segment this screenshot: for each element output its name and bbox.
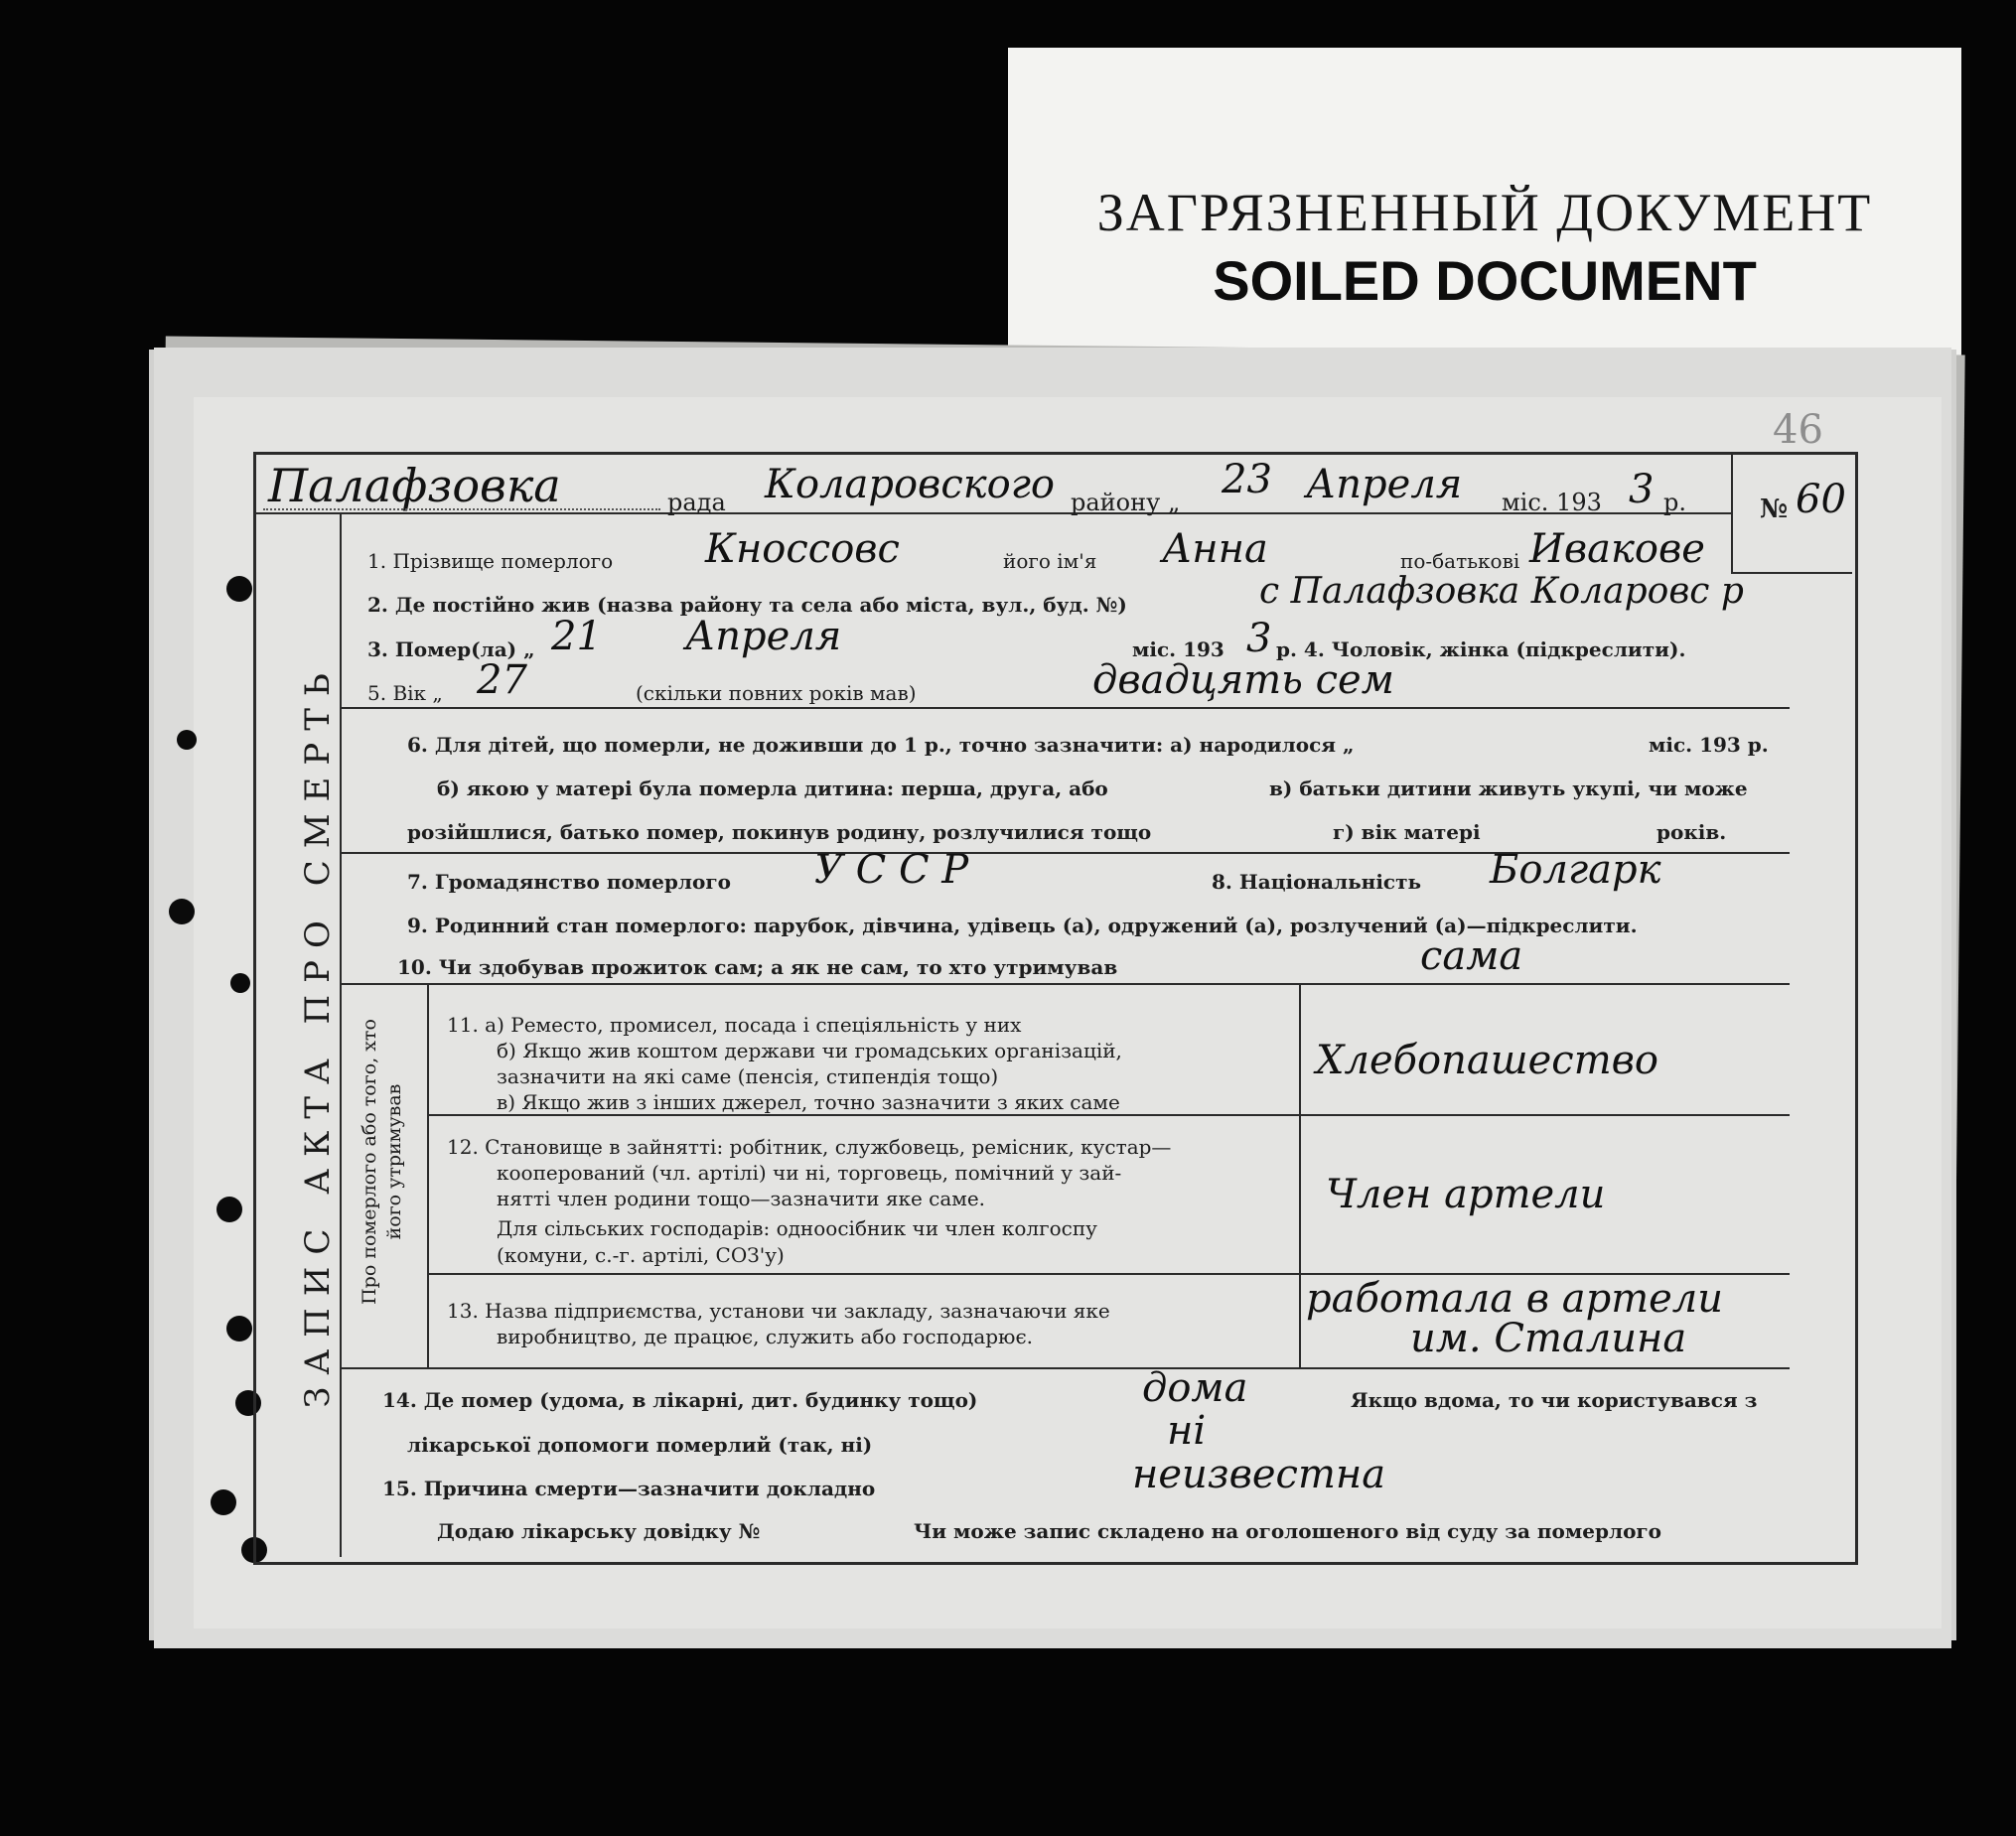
f12-line2: кооперований (чл. артілі) чи ні, торговець, помічний у зай-: [497, 1161, 1122, 1185]
f2-value: с Палафзовка Коларовс р: [1259, 571, 1744, 612]
f5-label: 5. Вік „: [367, 681, 443, 705]
district-handwritten: Коларовского: [765, 462, 1055, 507]
archive-stamp-number: 46: [1773, 407, 1823, 453]
f9-label: 9. Родинний стан померлого: парубок, дівчина, удівець (а), одружений (а), розлучений (а)—підкреслити.: [407, 914, 1638, 937]
punch-hole: [226, 1316, 252, 1342]
punch-hole: [226, 576, 252, 602]
f12-line5: (комуни, с.-г. артілі, СОЗ'у): [497, 1243, 785, 1267]
village-handwritten: Палафзовка: [268, 459, 561, 512]
side-column-divider: [340, 514, 342, 1557]
f1-patronymic: Ивакове: [1529, 526, 1705, 572]
f1-patronymic-label: по-батькові: [1400, 549, 1520, 573]
label-russian: ЗАГРЯЗНЕННЫЙ ДОКУМЕНТ: [1096, 183, 1873, 242]
f11-value: Хлебопашество: [1316, 1038, 1658, 1083]
answer-column-divider: [1299, 985, 1301, 1367]
f10-label: 10. Чи здобував прожиток сам; а як не сам, то хто утримував: [397, 955, 1118, 979]
f6-line1: 6. Для дітей, що померли, не доживши до 1 р., точно зазначити: а) народилося „: [407, 733, 1355, 757]
punch-hole: [211, 1489, 236, 1515]
label-english: SOILED DOCUMENT: [1213, 249, 1757, 312]
header-month-label: міс. 193: [1502, 489, 1602, 516]
f6-line1-tail: міс. 193 р.: [1649, 733, 1769, 757]
rada-label: рада: [667, 489, 726, 516]
header-year-digit: 3: [1629, 467, 1655, 512]
header-month: Апреля: [1306, 462, 1463, 507]
f7-label: 7. Громадянство померлого: [407, 870, 731, 894]
side-title: ЗАПИС АКТА ПРО СМЕРТЬ: [298, 661, 338, 1408]
f6-line2-tail: в) батьки дитини живуть укупі, чи може: [1269, 777, 1748, 800]
f8-value: Болгарк: [1490, 847, 1661, 893]
f3-label: 3. Помер(ла) „: [367, 637, 535, 661]
f11-b2: зазначити на які саме (пенсія, стипендія тощо): [497, 1064, 999, 1088]
number-box-divider: [1731, 455, 1733, 574]
punch-hole: [169, 899, 195, 924]
f12-line1: 12. Становище в зайнятті: робітник, службовець, ремісник, кустар—: [447, 1135, 1172, 1159]
punch-hole: [177, 730, 197, 750]
f1-label: 1. Прізвище померлого: [367, 549, 614, 573]
row-rule: [340, 1367, 1790, 1369]
f16-tail: Чи може запис складено на оголошеного від суду за померлого: [914, 1519, 1662, 1543]
f1-surname: Кноссовс: [705, 526, 900, 572]
f14-value2: ні: [1167, 1408, 1207, 1454]
f6-line3: розійшлися, батько помер, покинув родину, розлучилися тощо: [407, 820, 1152, 844]
fill-line: [263, 508, 660, 510]
row-rule: [340, 707, 1790, 709]
subsection-divider: [427, 985, 429, 1367]
row-rule: [340, 983, 1790, 985]
f13-line1: 13. Назва підприємства, установи чи закладу, зазначаючи яке: [447, 1299, 1110, 1323]
f5-age: 27: [477, 657, 527, 703]
f10-value: сама: [1420, 933, 1523, 979]
header-day: 23: [1222, 457, 1272, 502]
f15-value: неизвестна: [1132, 1452, 1386, 1497]
f15-label: 15. Причина смерти—зазначити докладно: [382, 1477, 876, 1500]
record-number: 60: [1796, 477, 1846, 522]
f6-line2: б) якою у матері була померла дитина: перша, друга, або: [437, 777, 1108, 800]
row-rule: [427, 1273, 1790, 1275]
f1-name-label: його ім'я: [1003, 549, 1097, 573]
row-rule: [427, 1114, 1790, 1116]
number-label: №: [1760, 494, 1789, 524]
f13-line2: виробництво, де працює, служить або господарює.: [497, 1325, 1034, 1348]
punch-hole: [216, 1197, 242, 1222]
f3-month-label: міс. 193: [1132, 637, 1224, 661]
f14-line2: лікарської допомоги померлий (так, ні): [407, 1433, 873, 1457]
f3-day: 21: [551, 614, 602, 659]
f12-line4: Для сільських господарів: одноосібник чи член колгоспу: [497, 1216, 1097, 1240]
number-box-bottom: [1731, 572, 1852, 574]
f11-c: в) Якщо жив з інших джерел, точно зазначити з яких саме: [497, 1090, 1120, 1114]
f11-b1: б) Якщо жив коштом держави чи громадських організацій,: [497, 1039, 1122, 1062]
soiled-document-label: [1008, 48, 1961, 375]
f12-value: Член артели: [1326, 1172, 1606, 1217]
f16-label: Додаю лікарську довідку №: [437, 1519, 761, 1543]
f13-value2: им. Сталина: [1410, 1316, 1687, 1361]
f12-line3: нятті член родини тощо—зазначити яке саме.: [497, 1187, 986, 1210]
f6-line3-mid: г) вік матері: [1333, 820, 1481, 844]
f6-line3-tail: років.: [1656, 820, 1727, 844]
f14-label: 14. Де помер (удома, в лікарні, дит. будинку тощо): [382, 1388, 978, 1412]
f3-month: Апреля: [685, 614, 842, 659]
f7-value: У С С Р: [814, 847, 969, 893]
side-subtitle: Про померлого або того, хто його утримував: [359, 1019, 405, 1305]
f3-tail: р. 4. Чоловік, жінка (підкреслити).: [1276, 637, 1686, 661]
f1-name: Анна: [1162, 526, 1268, 572]
f14-value: дома: [1142, 1365, 1248, 1411]
punch-hole: [230, 973, 250, 993]
header-year-suffix: р.: [1663, 489, 1686, 516]
f2-label: 2. Де постійно жив (назва району та села або міста, вул., буд. №): [367, 593, 1127, 617]
f13-value1: работала в артели: [1306, 1276, 1724, 1322]
f5-words: двадцять сем: [1092, 657, 1394, 703]
f3-year: 3: [1246, 616, 1272, 661]
f11-a: 11. а) Реместо, промисел, посада і спеціяльність у них: [447, 1013, 1022, 1037]
district-label: району „: [1071, 489, 1181, 516]
f5-note: (скільки повних років мав): [636, 681, 917, 705]
f8-label: 8. Національність: [1212, 870, 1422, 894]
f14-tail: Якщо вдома, то чи користувався з: [1351, 1388, 1758, 1412]
